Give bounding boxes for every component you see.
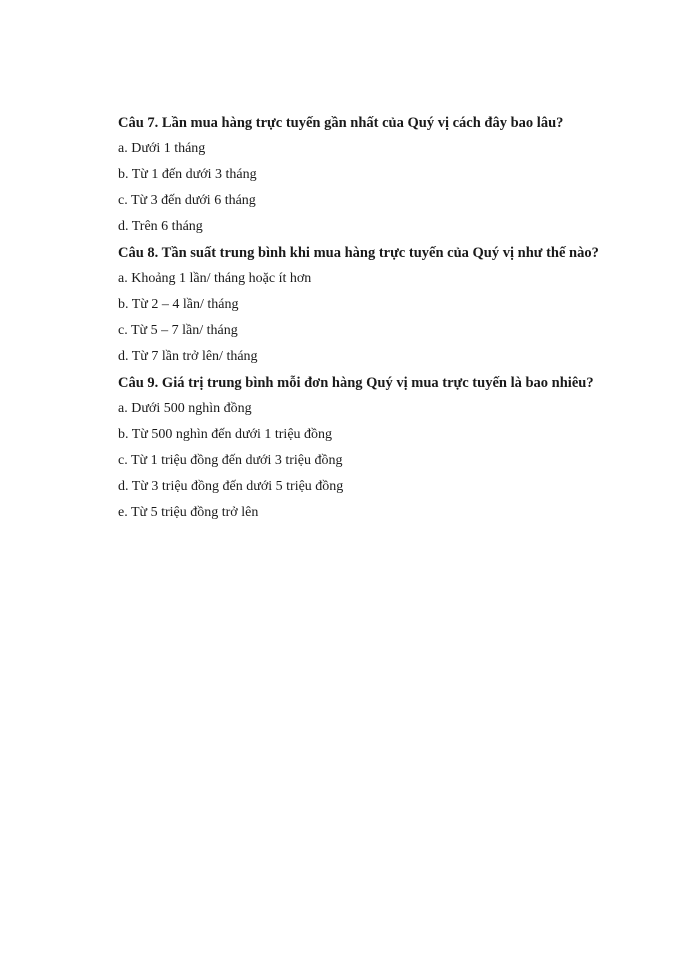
question-title: Câu 8. Tần suất trung bình khi mua hàng trực tuyến của Quý vị như thế nào? <box>118 245 599 261</box>
answer-option: c. Từ 3 đến dưới 6 tháng <box>118 193 256 208</box>
question-9 <box>118 370 658 526</box>
question-8 <box>118 240 658 370</box>
question-7 <box>118 110 658 240</box>
question-title: Câu 7. Lần mua hàng trực tuyến gần nhất của Quý vị cách đây bao lâu? <box>118 115 564 131</box>
answer-option: a. Dưới 1 tháng <box>118 141 206 156</box>
answer-option: d. Từ 3 triệu đồng đến dưới 5 triệu đồng <box>118 479 344 494</box>
document-page <box>118 110 658 526</box>
answer-option: b. Từ 2 – 4 lần/ tháng <box>118 297 239 312</box>
question-title: Câu 9. Giá trị trung bình mỗi đơn hàng Quý vị mua trực tuyến là bao nhiêu? <box>118 375 594 391</box>
answer-option: c. Từ 5 – 7 lần/ tháng <box>118 323 238 338</box>
answer-option: d. Trên 6 tháng <box>118 219 203 234</box>
answer-option: c. Từ 1 triệu đồng đến dưới 3 triệu đồng <box>118 453 343 468</box>
answer-option: e. Từ 5 triệu đồng trở lên <box>118 505 259 520</box>
answer-option: b. Từ 500 nghìn đến dưới 1 triệu đồng <box>118 427 333 442</box>
answer-option: d. Từ 7 lần trở lên/ tháng <box>118 349 258 364</box>
answer-option: a. Khoảng 1 lần/ tháng hoặc ít hơn <box>118 271 312 286</box>
answer-option: b. Từ 1 đến dưới 3 tháng <box>118 167 257 182</box>
answer-option: a. Dưới 500 nghìn đồng <box>118 401 252 416</box>
